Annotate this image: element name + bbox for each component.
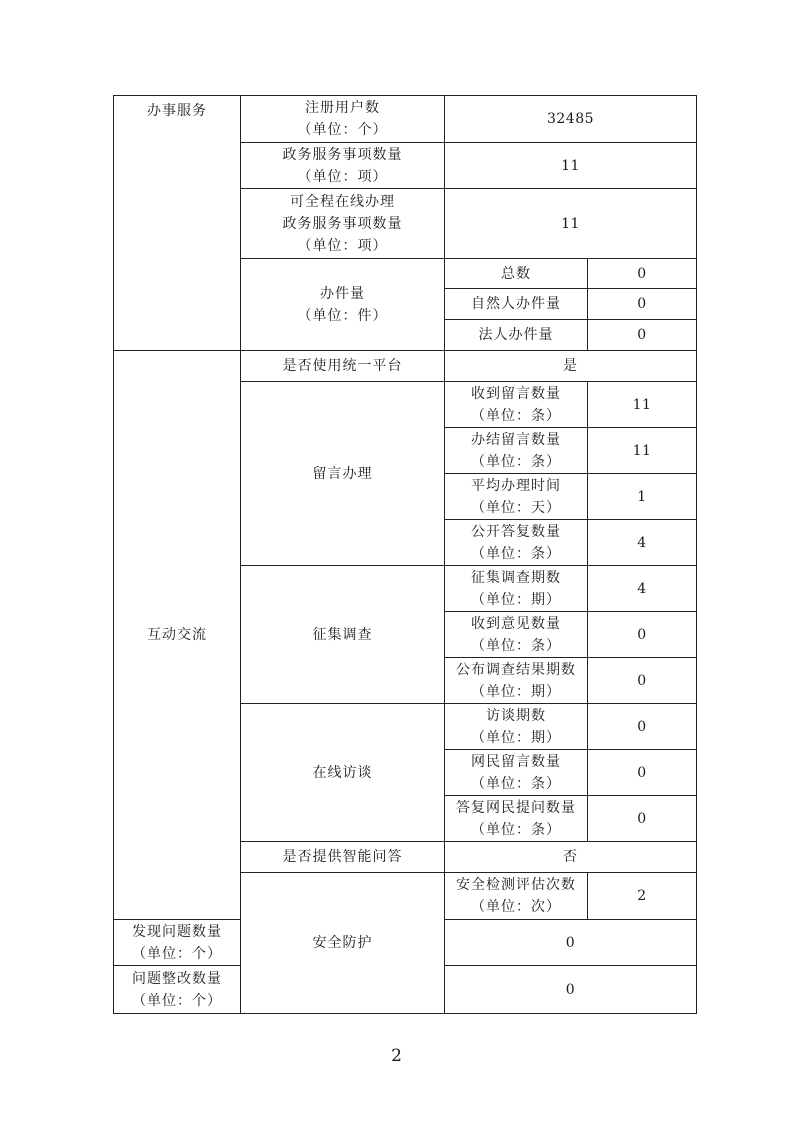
- category-service: 办事服务: [114, 96, 241, 351]
- survey-periods-value: 4: [588, 566, 697, 612]
- row-unit: （单位：条）: [471, 545, 561, 562]
- row-unit: （单位：条）: [471, 775, 561, 792]
- messages-received-label: [445, 382, 588, 428]
- messages-closed-label: [445, 428, 588, 474]
- row-label: 公开答复数量: [471, 523, 561, 540]
- row-unit: （单位：个）: [132, 992, 222, 1009]
- netizen-replies-label: [445, 796, 588, 842]
- interview-periods-value: 0: [588, 704, 697, 750]
- security-checks-value: 2: [588, 873, 697, 920]
- avg-handling-time-value: 1: [588, 474, 697, 520]
- registered-users-value: 32485: [445, 96, 697, 143]
- row-unit: （单位：项）: [297, 168, 388, 185]
- avg-handling-time-label: [445, 474, 588, 520]
- row-label: 收到留言数量: [471, 385, 561, 402]
- netizen-messages-value: 0: [588, 750, 697, 796]
- case-volume-label: [241, 259, 445, 351]
- row-label: 收到意见数量: [471, 615, 561, 632]
- row-unit: （单位：条）: [471, 821, 561, 838]
- government-website-report-table: [113, 95, 697, 1014]
- survey-results-value: 0: [588, 658, 697, 704]
- volume-total-label: 总数: [445, 259, 588, 289]
- public-replies-value: 4: [588, 520, 697, 566]
- survey-periods-label: [445, 566, 588, 612]
- volume-natural-value: 0: [588, 289, 697, 320]
- table-row: [114, 351, 697, 382]
- table-row: [114, 96, 697, 143]
- row-label: 发现问题数量: [132, 923, 222, 940]
- row-label: 问题整改数量: [132, 970, 222, 987]
- unified-platform-value: 是: [445, 351, 697, 382]
- netizen-messages-label: [445, 750, 588, 796]
- row-unit: （单位：期）: [471, 729, 561, 746]
- row-unit: （单位：期）: [471, 683, 561, 700]
- survey-results-label: [445, 658, 588, 704]
- row-label: 征集调查期数: [471, 569, 561, 586]
- issues-fixed-label: [114, 966, 241, 1014]
- row-unit: （单位：条）: [471, 407, 561, 424]
- volume-total-value: 0: [588, 259, 697, 289]
- row-label: 注册用户数: [305, 100, 380, 116]
- row-label: 安全检测评估次数: [456, 877, 576, 893]
- volume-legal-label: 法人办件量: [445, 320, 588, 351]
- row-label: 公布调查结果期数: [456, 661, 576, 678]
- messages-received-value: 11: [588, 382, 697, 428]
- row-label: 办件量: [320, 285, 365, 302]
- volume-natural-label: 自然人办件量: [445, 289, 588, 320]
- service-items-label: [241, 143, 445, 189]
- smart-qa-value: 否: [445, 842, 697, 873]
- messages-closed-value: 11: [588, 428, 697, 474]
- message-handling-label: 留言办理: [241, 382, 445, 566]
- row-unit: （单位：条）: [471, 637, 561, 654]
- security-checks-label: [445, 873, 588, 920]
- volume-legal-value: 0: [588, 320, 697, 351]
- row-unit: （单位：件）: [297, 307, 388, 324]
- row-label: 办结留言数量: [471, 431, 561, 448]
- row-label: 政务服务事项数量: [282, 146, 403, 163]
- interview-periods-label: [445, 704, 588, 750]
- public-replies-label: [445, 520, 588, 566]
- issues-fixed-value: 0: [445, 966, 697, 1014]
- row-unit: （单位：个）: [132, 945, 222, 962]
- row-label: 可全程在线办理: [290, 193, 395, 210]
- online-items-value: 11: [445, 189, 697, 259]
- online-interview-label: 在线访谈: [241, 704, 445, 842]
- registered-users-label: [241, 96, 445, 143]
- category-security: 安全防护: [241, 873, 445, 1014]
- opinions-received-label: [445, 612, 588, 658]
- issues-found-label: [114, 920, 241, 966]
- row-unit: （单位：次）: [471, 899, 561, 915]
- survey-label: 征集调查: [241, 566, 445, 704]
- smart-qa-label: 是否提供智能问答: [241, 842, 445, 873]
- row-label: 访谈期数: [486, 707, 546, 724]
- row-unit: （单位：期）: [471, 591, 561, 608]
- row-unit: （单位：个）: [297, 122, 388, 138]
- row-unit: （单位：天）: [471, 499, 561, 516]
- row-unit: （单位：项）: [297, 237, 388, 254]
- unified-platform-label: 是否使用统一平台: [241, 351, 445, 382]
- online-items-label: [241, 189, 445, 259]
- netizen-replies-value: 0: [588, 796, 697, 842]
- issues-found-value: 0: [445, 920, 697, 966]
- category-interaction: 互动交流: [114, 351, 241, 920]
- row-label: 政务服务事项数量: [282, 215, 403, 232]
- row-label: 网民留言数量: [471, 753, 561, 770]
- service-items-value: 11: [445, 143, 697, 189]
- row-label: 平均办理时间: [471, 477, 561, 494]
- opinions-received-value: 0: [588, 612, 697, 658]
- row-label: 答复网民提问数量: [456, 799, 576, 816]
- row-unit: （单位：条）: [471, 453, 561, 470]
- page-number: 2: [391, 1046, 402, 1066]
